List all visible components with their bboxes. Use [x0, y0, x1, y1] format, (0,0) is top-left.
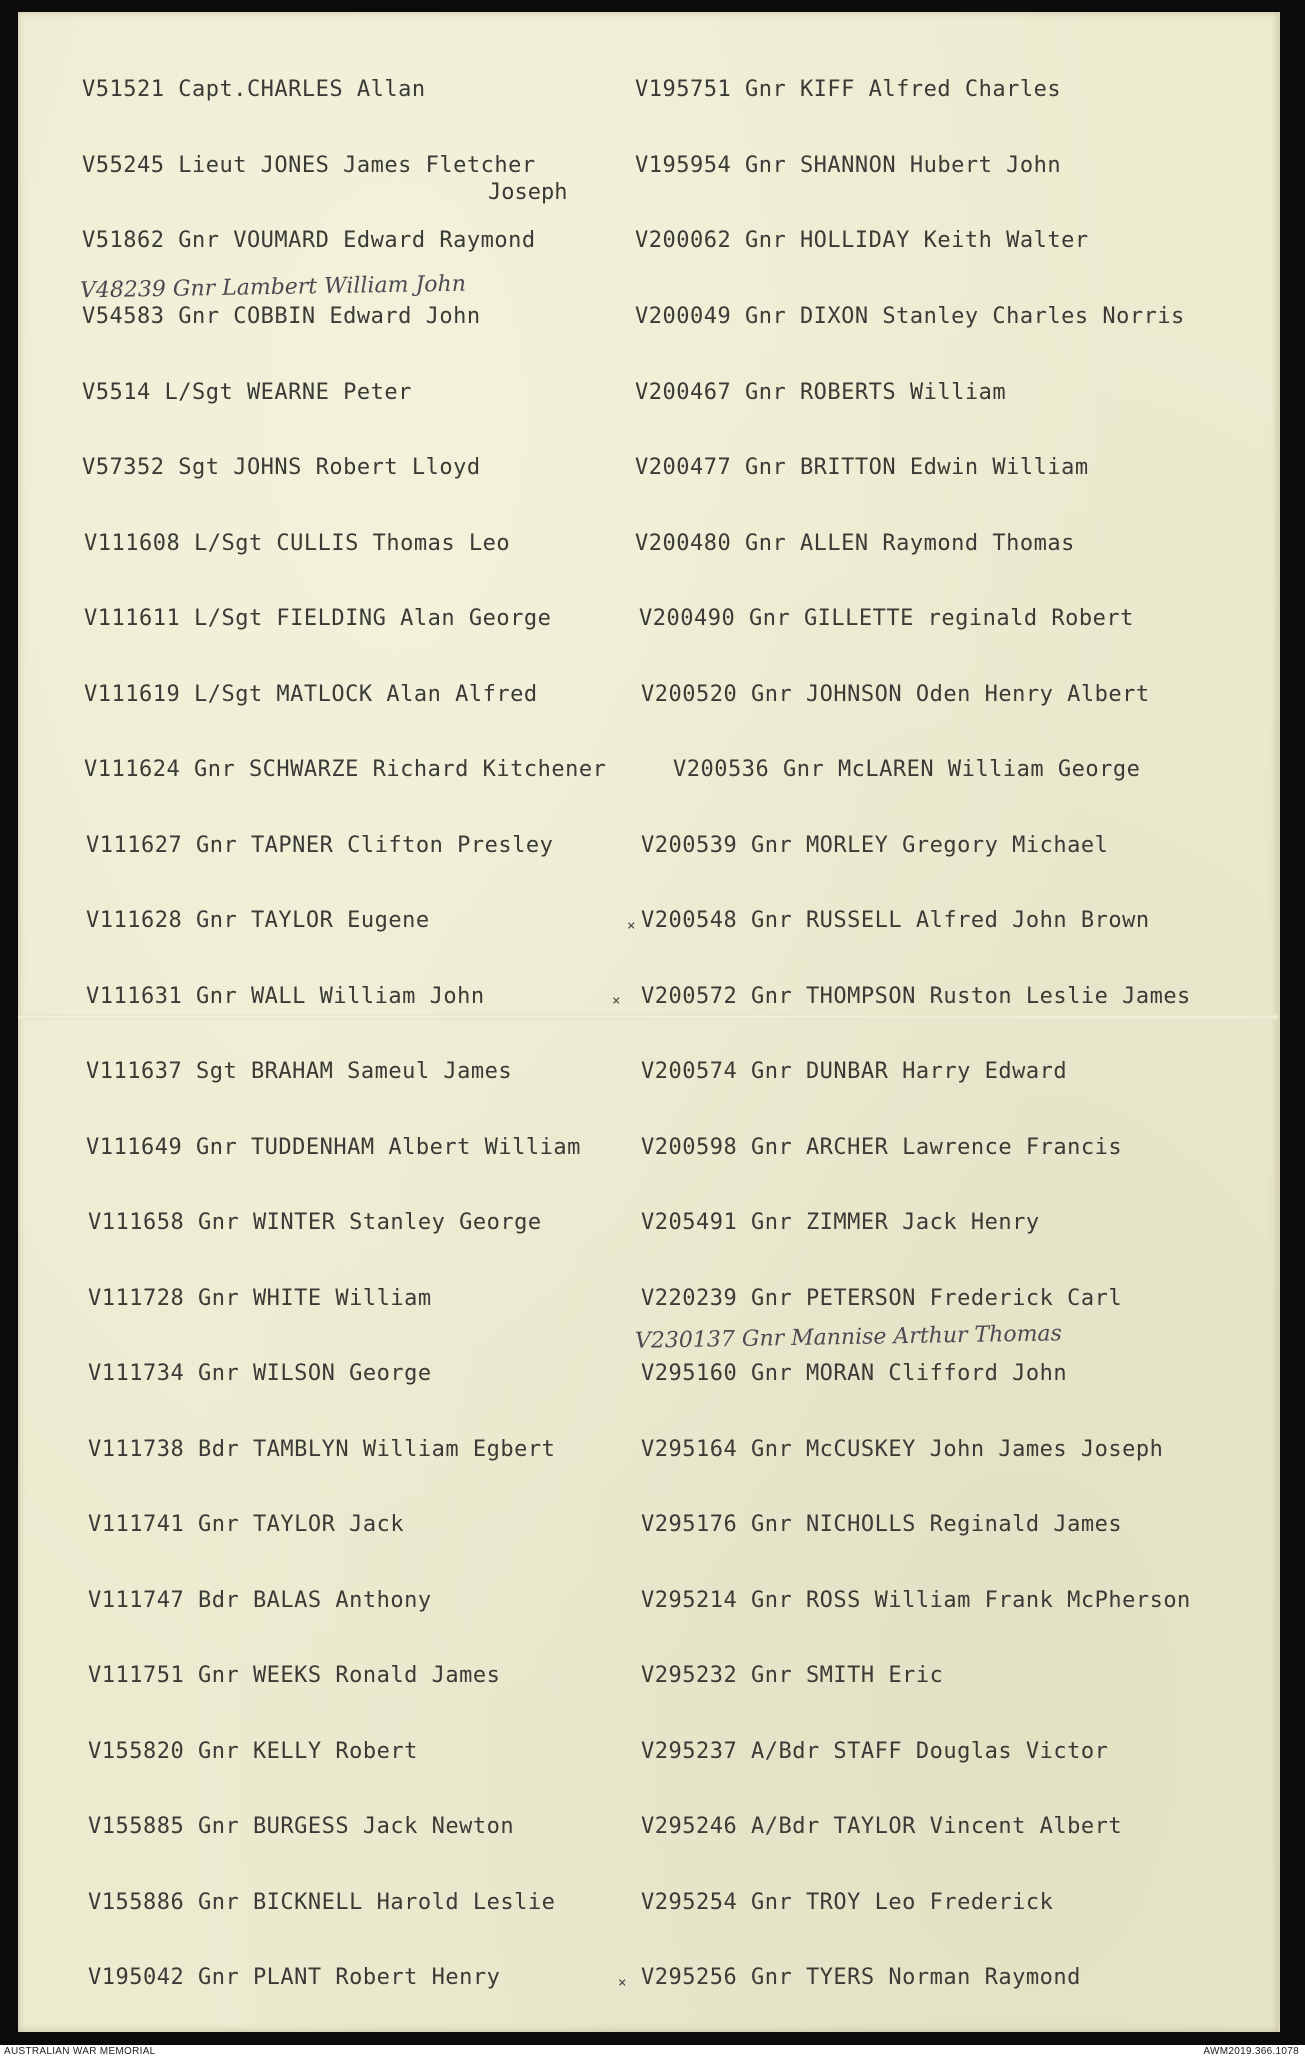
roll-entry-left: V111619 L/Sgt MATLOCK Alan Alfred [84, 682, 538, 707]
roll-entry-left: V155886 Gnr BICKNELL Harold Leslie [88, 1890, 556, 1915]
roll-entry-right: V220239 Gnr PETERSON Frederick Carl [641, 1286, 1123, 1311]
roll-entry-left: V111741 Gnr TAYLOR Jack [88, 1512, 405, 1537]
roll-entry-right: V200477 Gnr BRITTON Edwin William [635, 455, 1089, 480]
roll-entry-right: V200539 Gnr MORLEY Gregory Michael [641, 833, 1109, 858]
roll-entry-left: V57352 Sgt JOHNS Robert Lloyd [82, 455, 481, 480]
roll-entry-left: V51521 Capt.CHARLES Allan [82, 77, 426, 102]
roll-entry-left: V111747 Bdr BALAS Anthony [88, 1588, 432, 1613]
roll-entry-right: V295254 Gnr TROY Leo Frederick [641, 1890, 1054, 1915]
roll-entry-right: V295256 Gnr TYERS Norman Raymond [641, 1965, 1081, 1990]
name-continuation: Joseph [488, 180, 568, 205]
roll-entry-left: V111624 Gnr SCHWARZE Richard Kitchener [84, 757, 607, 782]
roll-entry-left: V55245 Lieut JONES James Fletcher [82, 153, 536, 178]
roll-entry-right: V200536 Gnr McLAREN William George [673, 757, 1141, 782]
roll-entry-right: V195751 Gnr KIFF Alfred Charles [635, 77, 1062, 102]
roll-entry-left: V111628 Gnr TAYLOR Eugene [86, 908, 430, 933]
roll-entry-right: V200062 Gnr HOLLIDAY Keith Walter [635, 228, 1089, 253]
footer-accession-number: AWM2019.366.1078 [1203, 2046, 1299, 2057]
cross-mark: × [627, 918, 636, 934]
roll-entry-right: V200490 Gnr GILLETTE reginald Robert [639, 606, 1134, 631]
roll-entry-left: V111637 Sgt BRAHAM Sameul James [86, 1059, 513, 1084]
roll-entry-left: V111631 Gnr WALL William John [86, 984, 485, 1009]
roll-entry-right: V200574 Gnr DUNBAR Harry Edward [641, 1059, 1068, 1084]
roll-entry-left: V111734 Gnr WILSON George [88, 1361, 432, 1386]
roll-entry-right: V200520 Gnr JOHNSON Oden Henry Albert [641, 682, 1150, 707]
handwritten-insert-right: V230137 Gnr Mannise Arthur Thomas [634, 1321, 1063, 1354]
roll-entry-right: V295160 Gnr MORAN Clifford John [641, 1361, 1068, 1386]
roll-entry-left: V111658 Gnr WINTER Stanley George [88, 1210, 542, 1235]
roll-entry-right: V205491 Gnr ZIMMER Jack Henry [641, 1210, 1040, 1235]
roll-entry-left: V111738 Bdr TAMBLYN William Egbert [88, 1437, 556, 1462]
roll-entry-left: V155820 Gnr KELLY Robert [88, 1739, 418, 1764]
roll-entry-right: V295176 Gnr NICHOLLS Reginald James [641, 1512, 1123, 1537]
roll-entry-right: V295214 Gnr ROSS William Frank McPherson [641, 1588, 1191, 1613]
roll-entry-left: V111611 L/Sgt FIELDING Alan George [84, 606, 552, 631]
roll-entry-left: V111627 Gnr TAPNER Clifton Presley [86, 833, 554, 858]
roll-entry-right: V195954 Gnr SHANNON Hubert John [635, 153, 1062, 178]
roll-entry-left: V111728 Gnr WHITE William [88, 1286, 432, 1311]
roll-entry-left: V111649 Gnr TUDDENHAM Albert William [86, 1135, 581, 1160]
roll-entry-left: V51862 Gnr VOUMARD Edward Raymond [82, 228, 536, 253]
roll-entry-left: V5514 L/Sgt WEARNE Peter [82, 380, 412, 405]
roll-entry-right: V295232 Gnr SMITH Eric [641, 1663, 944, 1688]
roll-entry-left: V195042 Gnr PLANT Robert Henry [88, 1965, 501, 1990]
footer-institution: AUSTRALIAN WAR MEMORIAL [4, 2046, 156, 2057]
roll-entry-right: V200049 Gnr DIXON Stanley Charles Norris [635, 304, 1185, 329]
roll-entry-right: V200480 Gnr ALLEN Raymond Thomas [635, 531, 1075, 556]
roll-entry-right: V200572 Gnr THOMPSON Ruston Leslie James [641, 984, 1191, 1009]
cross-mark: × [612, 993, 621, 1009]
roll-entry-left: V155885 Gnr BURGESS Jack Newton [88, 1814, 515, 1839]
cross-mark: × [618, 1975, 627, 1991]
roll-entry-right: V200548 Gnr RUSSELL Alfred John Brown [641, 908, 1150, 933]
roll-entry-left: V111751 Gnr WEEKS Ronald James [88, 1663, 501, 1688]
roll-entry-right: V295164 Gnr McCUSKEY John James Joseph [641, 1437, 1164, 1462]
handwritten-insert-left: V48239 Gnr Lambert William John [79, 271, 467, 304]
roll-entry-left: V111608 L/Sgt CULLIS Thomas Leo [84, 531, 511, 556]
roll-entry-right: V200598 Gnr ARCHER Lawrence Francis [641, 1135, 1123, 1160]
roll-entry-right: V200467 Gnr ROBERTS William [635, 380, 1007, 405]
roll-entry-right: V295237 A/Bdr STAFF Douglas Victor [641, 1739, 1109, 1764]
roll-entry-right: V295246 A/Bdr TAYLOR Vincent Albert [641, 1814, 1123, 1839]
roll-entry-left: V54583 Gnr COBBIN Edward John [82, 304, 481, 329]
